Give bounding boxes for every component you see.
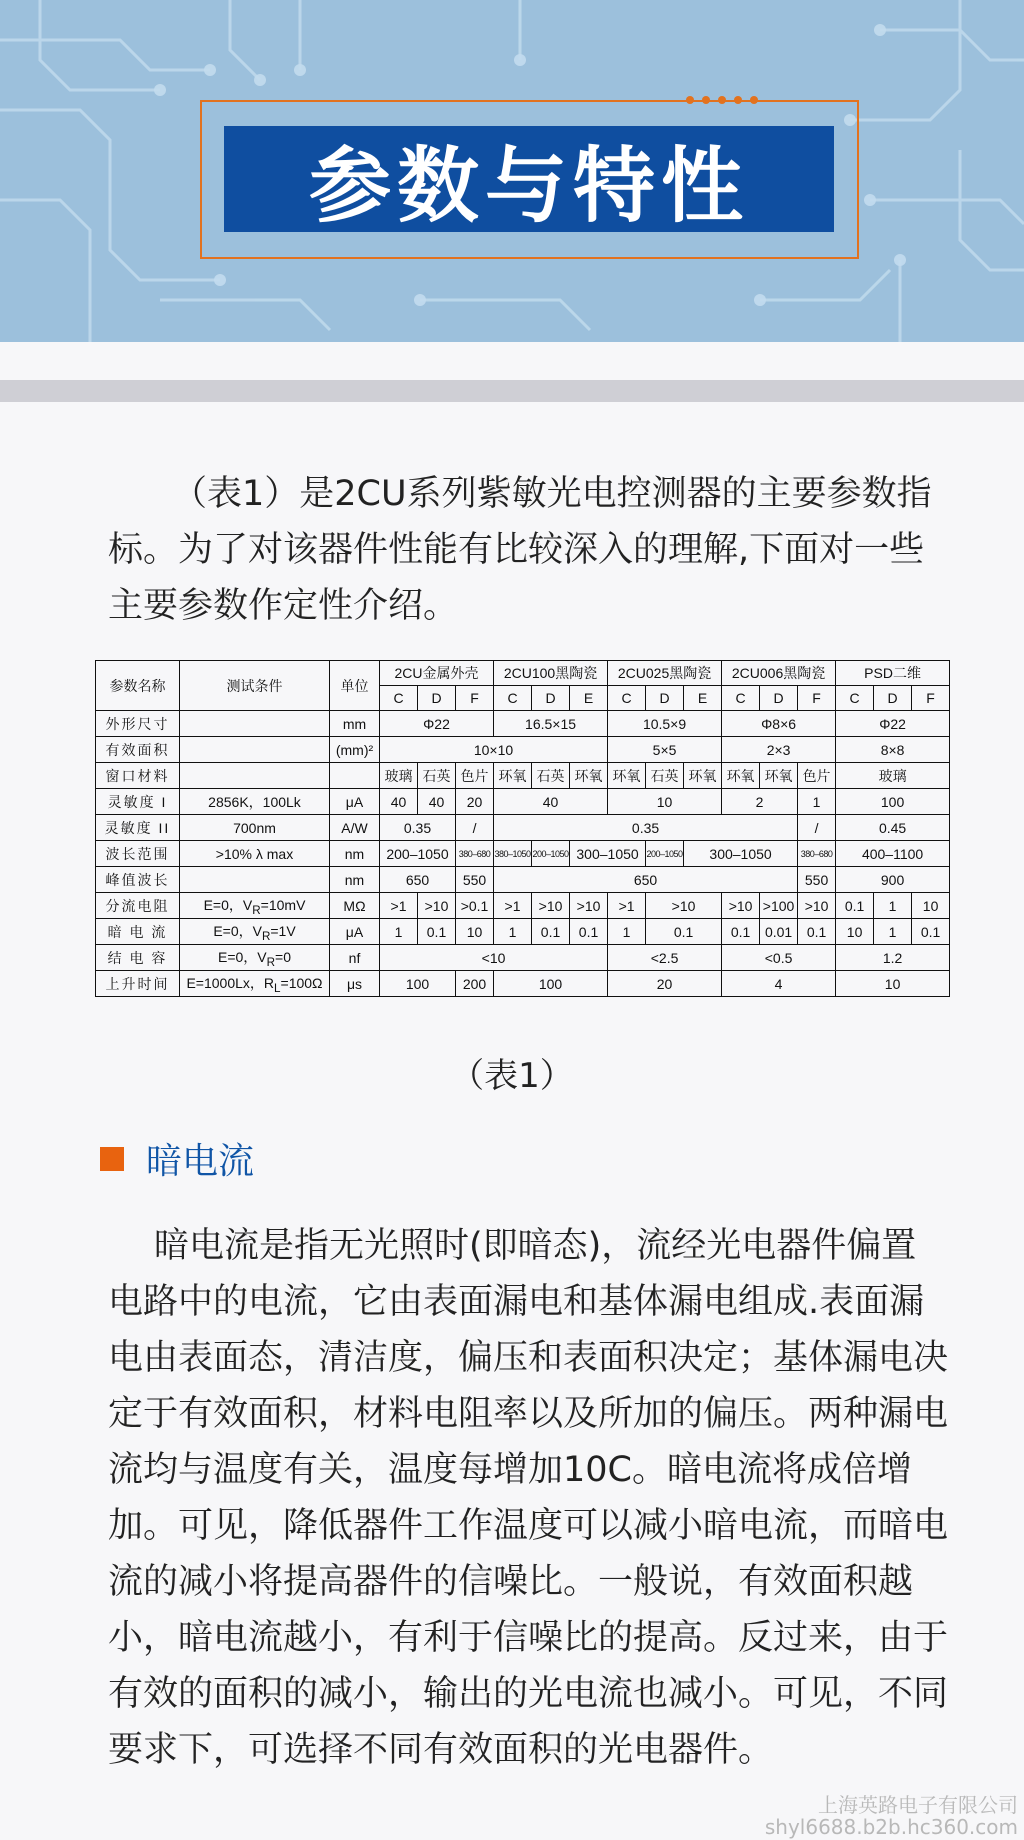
cond-tail: =10mV xyxy=(260,896,306,913)
test-condition xyxy=(180,711,330,737)
table-row xyxy=(96,711,950,737)
value-cell: >10 xyxy=(646,893,722,919)
value-cell: 300–1050 xyxy=(684,841,798,867)
cond-subscript: R xyxy=(252,903,261,917)
subheader-cell: C xyxy=(722,686,760,711)
value-cell: 1 xyxy=(798,789,836,815)
value-cell: 1 xyxy=(380,919,418,945)
header-group: PSD二维 xyxy=(836,661,950,686)
value-cell: 2×3 xyxy=(722,737,836,763)
value-cell: 200–1050 xyxy=(532,841,570,867)
value-cell: 0.1 xyxy=(646,919,722,945)
value-cell: >10 xyxy=(418,893,456,919)
param-name: 窗口材料 xyxy=(96,763,180,789)
value-cell: 10 xyxy=(912,893,950,919)
table-row xyxy=(96,867,950,893)
spec-table xyxy=(95,660,950,997)
test-condition xyxy=(180,945,330,971)
value-cell: 380–1050 xyxy=(494,841,532,867)
body-paragraph: 暗电流是指无光照时(即暗态)，流经光电器件偏置电路中的电流，它由表面漏电和基体漏电组成.表面漏电由表面态，清洁度，偏压和表面积决定；基体漏电决定于有效面积，材料电阻率以及所加的偏压。两种漏电流均与温度有关，温度每增加10C。暗电流将成倍增加。可见，降低器件工作温度可以减小暗电流，而暗电流的减小将提高器件的信噪比。一般说，有效面积越小，暗电流越小，有利于信噪比的提高。反过来，由于有效的面积的减小，输出的光电流也减小。可见，不同要求下，可选择不同有效面积的光电器件。 xyxy=(108,1226,949,1770)
header-cond: 测试条件 xyxy=(180,661,330,711)
param-name: 上升时间 xyxy=(96,971,180,997)
value-cell: 380–680 xyxy=(798,841,836,867)
value-cell: 10.5×9 xyxy=(608,711,722,737)
cond-tail: =1V xyxy=(270,922,296,939)
cond-tail: =0 xyxy=(275,948,292,965)
value-cell: 0.35 xyxy=(380,815,456,841)
value-cell: 40 xyxy=(494,789,608,815)
value-cell: <0.5 xyxy=(722,945,836,971)
subheader-cell: C xyxy=(836,686,874,711)
value-cell: 0.45 xyxy=(836,815,950,841)
value-cell: 石英 xyxy=(532,763,570,789)
header-group: 2CU金属外壳 xyxy=(380,661,494,686)
test-condition xyxy=(180,737,330,763)
test-condition xyxy=(180,763,330,789)
value-cell: Φ22 xyxy=(380,711,494,737)
value-cell: / xyxy=(798,815,836,841)
square-bullet-icon xyxy=(100,1147,124,1171)
value-cell: 1 xyxy=(874,893,912,919)
value-cell: 环氧 xyxy=(760,763,798,789)
value-cell: <2.5 xyxy=(608,945,722,971)
divider-bar xyxy=(0,380,1024,402)
value-cell: 1 xyxy=(494,919,532,945)
param-name: 有效面积 xyxy=(96,737,180,763)
subheader-cell: D xyxy=(418,686,456,711)
cond-text: E=1000Lx，R xyxy=(186,974,275,991)
value-cell: 10 xyxy=(456,919,494,945)
cond-text: E=0，V xyxy=(213,922,262,939)
value-cell: 300–1050 xyxy=(570,841,646,867)
cond-subscript: R xyxy=(266,955,276,969)
unit-cell: MΩ xyxy=(330,893,380,919)
subheader-cell: D xyxy=(532,686,570,711)
value-cell: 玻璃 xyxy=(836,763,950,789)
value-cell: 环氧 xyxy=(684,763,722,789)
title-box xyxy=(224,126,834,232)
table-row xyxy=(96,789,950,815)
cond-subscript: L xyxy=(274,981,281,995)
value-cell: 550 xyxy=(456,867,494,893)
table-row xyxy=(96,971,950,997)
value-cell: 16.5×15 xyxy=(494,711,608,737)
value-cell: 色片 xyxy=(456,763,494,789)
table-row xyxy=(96,763,950,789)
value-cell: 8×8 xyxy=(836,737,950,763)
value-cell: 0.1 xyxy=(798,919,836,945)
value-cell: 650 xyxy=(494,867,798,893)
value-cell: <10 xyxy=(380,945,608,971)
value-cell: >10 xyxy=(798,893,836,919)
value-cell: 10 xyxy=(836,919,874,945)
unit-cell: A/W xyxy=(330,815,380,841)
table-row xyxy=(96,919,950,945)
header-param: 参数名称 xyxy=(96,661,180,711)
value-cell: 100 xyxy=(836,789,950,815)
subheader-cell: E xyxy=(684,686,722,711)
unit-cell: nf xyxy=(330,945,380,971)
subheader-cell: C xyxy=(494,686,532,711)
unit-cell: nm xyxy=(330,867,380,893)
watermark-url: shyl6688.b2b.hc360.com xyxy=(764,1815,1018,1839)
test-condition xyxy=(180,919,330,945)
value-cell: 环氧 xyxy=(570,763,608,789)
unit-cell xyxy=(330,763,380,789)
test-condition: 700nm xyxy=(180,815,330,841)
subheader-cell: C xyxy=(380,686,418,711)
watermark xyxy=(765,1794,1018,1838)
value-cell: >1 xyxy=(380,893,418,919)
table-row xyxy=(96,893,950,919)
value-cell: 40 xyxy=(380,789,418,815)
value-cell: 5×5 xyxy=(608,737,722,763)
section-heading xyxy=(100,1133,254,1184)
subheader-cell: C xyxy=(608,686,646,711)
unit-cell: μs xyxy=(330,971,380,997)
value-cell: 0.1 xyxy=(570,919,608,945)
value-cell: 0.35 xyxy=(494,815,798,841)
value-cell: 10 xyxy=(608,789,722,815)
value-cell: 650 xyxy=(380,867,456,893)
value-cell: 1 xyxy=(874,919,912,945)
test-condition xyxy=(180,893,330,919)
value-cell: >1 xyxy=(494,893,532,919)
unit-cell: μA xyxy=(330,919,380,945)
subheader-cell: E xyxy=(570,686,608,711)
param-name: 外形尺寸 xyxy=(96,711,180,737)
value-cell: 0.1 xyxy=(912,919,950,945)
param-name: 结 电 容 xyxy=(96,945,180,971)
value-cell: 200–1050 xyxy=(380,841,456,867)
test-condition: >10% λ max xyxy=(180,841,330,867)
value-cell: >1 xyxy=(608,893,646,919)
subheader-cell: F xyxy=(798,686,836,711)
value-cell: 200 xyxy=(456,971,494,997)
value-cell: >100 xyxy=(760,893,798,919)
value-cell: 环氧 xyxy=(722,763,760,789)
value-cell: 1.2 xyxy=(836,945,950,971)
value-cell: 色片 xyxy=(798,763,836,789)
param-name: 峰值波长 xyxy=(96,867,180,893)
value-cell: 20 xyxy=(608,971,722,997)
value-cell: 40 xyxy=(418,789,456,815)
header-group: 2CU006黑陶瓷 xyxy=(722,661,836,686)
value-cell: 0.1 xyxy=(836,893,874,919)
page-title: 参数与特性 xyxy=(308,138,749,234)
test-condition: 2856K，100Lk xyxy=(180,789,330,815)
header-group: 2CU025黑陶瓷 xyxy=(608,661,722,686)
table-row xyxy=(96,737,950,763)
value-cell: 10 xyxy=(836,971,950,997)
value-cell: Φ22 xyxy=(836,711,950,737)
value-cell: 0.01 xyxy=(760,919,798,945)
value-cell: 4 xyxy=(722,971,836,997)
value-cell: 1 xyxy=(608,919,646,945)
value-cell: 380–680 xyxy=(456,841,494,867)
subheader-cell: D xyxy=(874,686,912,711)
value-cell: 20 xyxy=(456,789,494,815)
unit-cell: mm xyxy=(330,711,380,737)
table-header-row xyxy=(96,661,950,686)
value-cell: 200–1050 xyxy=(646,841,684,867)
value-cell: 环氧 xyxy=(608,763,646,789)
table-row xyxy=(96,945,950,971)
value-cell: 0.1 xyxy=(418,919,456,945)
value-cell: >10 xyxy=(722,893,760,919)
subheader-cell: F xyxy=(456,686,494,711)
unit-cell: (mm)² xyxy=(330,737,380,763)
param-name: 灵敏度 II xyxy=(96,815,180,841)
cond-text: E=0，V xyxy=(217,948,267,965)
param-name: 波长范围 xyxy=(96,841,180,867)
value-cell: 环氧 xyxy=(494,763,532,789)
value-cell: 100 xyxy=(380,971,456,997)
header-unit: 单位 xyxy=(330,661,380,711)
value-cell: 2 xyxy=(722,789,798,815)
param-name: 分流电阻 xyxy=(96,893,180,919)
value-cell: 10×10 xyxy=(380,737,608,763)
value-cell: / xyxy=(456,815,494,841)
unit-cell: μA xyxy=(330,789,380,815)
test-condition xyxy=(180,971,330,997)
value-cell: 900 xyxy=(836,867,950,893)
value-cell: 石英 xyxy=(646,763,684,789)
subheader-cell: D xyxy=(760,686,798,711)
cond-text: E=0，V xyxy=(203,896,253,913)
header-banner xyxy=(0,0,1024,342)
value-cell: 100 xyxy=(494,971,608,997)
header-group: 2CU100黑陶瓷 xyxy=(494,661,608,686)
value-cell: >10 xyxy=(570,893,608,919)
unit-cell: nm xyxy=(330,841,380,867)
cond-tail: =100Ω xyxy=(280,974,323,991)
cond-subscript: R xyxy=(261,929,271,943)
test-condition xyxy=(180,867,330,893)
value-cell: 400–1100 xyxy=(836,841,950,867)
value-cell: 0.1 xyxy=(532,919,570,945)
value-cell: >10 xyxy=(532,893,570,919)
value-cell: 石英 xyxy=(418,763,456,789)
value-cell: Φ8×6 xyxy=(722,711,836,737)
table-row xyxy=(96,841,950,867)
value-cell: >0.1 xyxy=(456,893,494,919)
table-row xyxy=(96,815,950,841)
value-cell: 550 xyxy=(798,867,836,893)
subheader-cell: F xyxy=(912,686,950,711)
section-title: 暗电流 xyxy=(146,1141,255,1182)
param-name: 暗 电 流 xyxy=(96,919,180,945)
param-name: 灵敏度 I xyxy=(96,789,180,815)
subheader-cell: D xyxy=(646,686,684,711)
intro-paragraph: （表1）是2CU系列紫敏光电控测器的主要参数指标。为了对该器件性能有比较深入的理解,下面对一些主要参数作定性介绍。 xyxy=(108,474,932,626)
table-caption: （表1） xyxy=(450,1056,574,1096)
value-cell: 玻璃 xyxy=(380,763,418,789)
value-cell: 0.1 xyxy=(722,919,760,945)
watermark-company: 上海英路电子有限公司 xyxy=(818,1793,1018,1817)
